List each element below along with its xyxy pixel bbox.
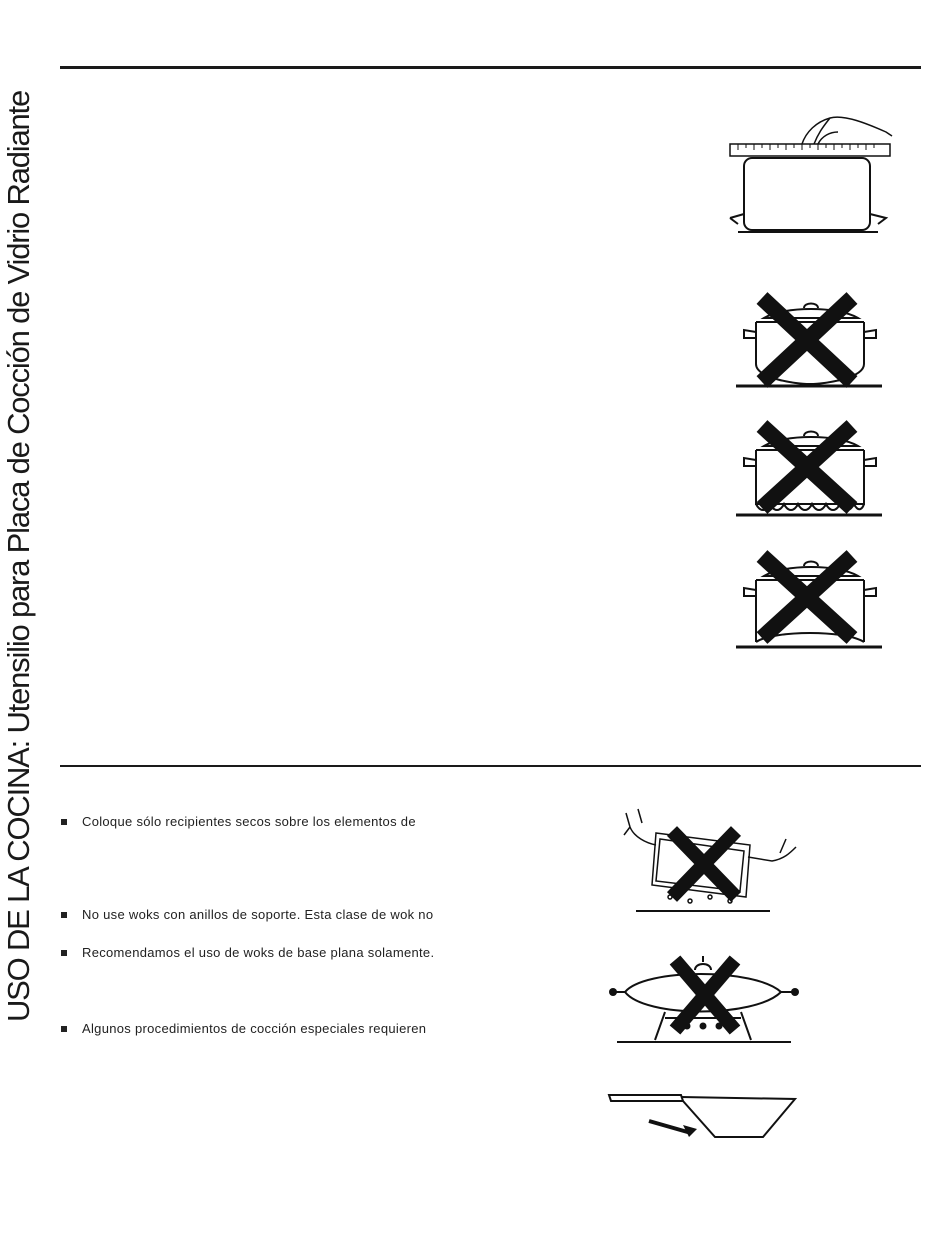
flat-bottom-wok-icon: [605, 1085, 805, 1145]
pot-rounded-bottom-crossed-icon: [734, 292, 884, 392]
section-divider: [60, 765, 921, 767]
list-item: [61, 814, 416, 829]
bullet-icon: [61, 1026, 67, 1032]
bullet-icon: [61, 912, 67, 918]
bullet-icon: [61, 819, 67, 825]
wok-support-ring-crossed-icon: [605, 948, 805, 1048]
top-divider: [60, 66, 921, 69]
wet-pan-crossed-icon: [620, 805, 800, 917]
list-item: [61, 907, 433, 922]
pot-warped-bottom-crossed-icon: [734, 550, 884, 650]
list-item-text: Algunos procedimientos de cocción especiales requieren: [82, 1021, 427, 1036]
list-item: [61, 945, 434, 960]
pan-flatness-ruler-check-icon: [718, 110, 894, 240]
list-item-text: Coloque sólo recipientes secos sobre los elementos de: [82, 814, 416, 829]
list-item: [61, 1021, 426, 1036]
bullet-icon: [61, 950, 67, 956]
page-side-title: USO DE LA COCINA: Utensilio para Placa de Cocción de Vidrio Radiante: [1, 91, 36, 1022]
list-item-text: No use woks con anillos de soporte. Esta clase de wok no: [82, 907, 434, 922]
list-item-text: Recomendamos el uso de woks de base plana solamente.: [82, 945, 435, 960]
pot-ridged-bottom-crossed-icon: [734, 420, 884, 520]
